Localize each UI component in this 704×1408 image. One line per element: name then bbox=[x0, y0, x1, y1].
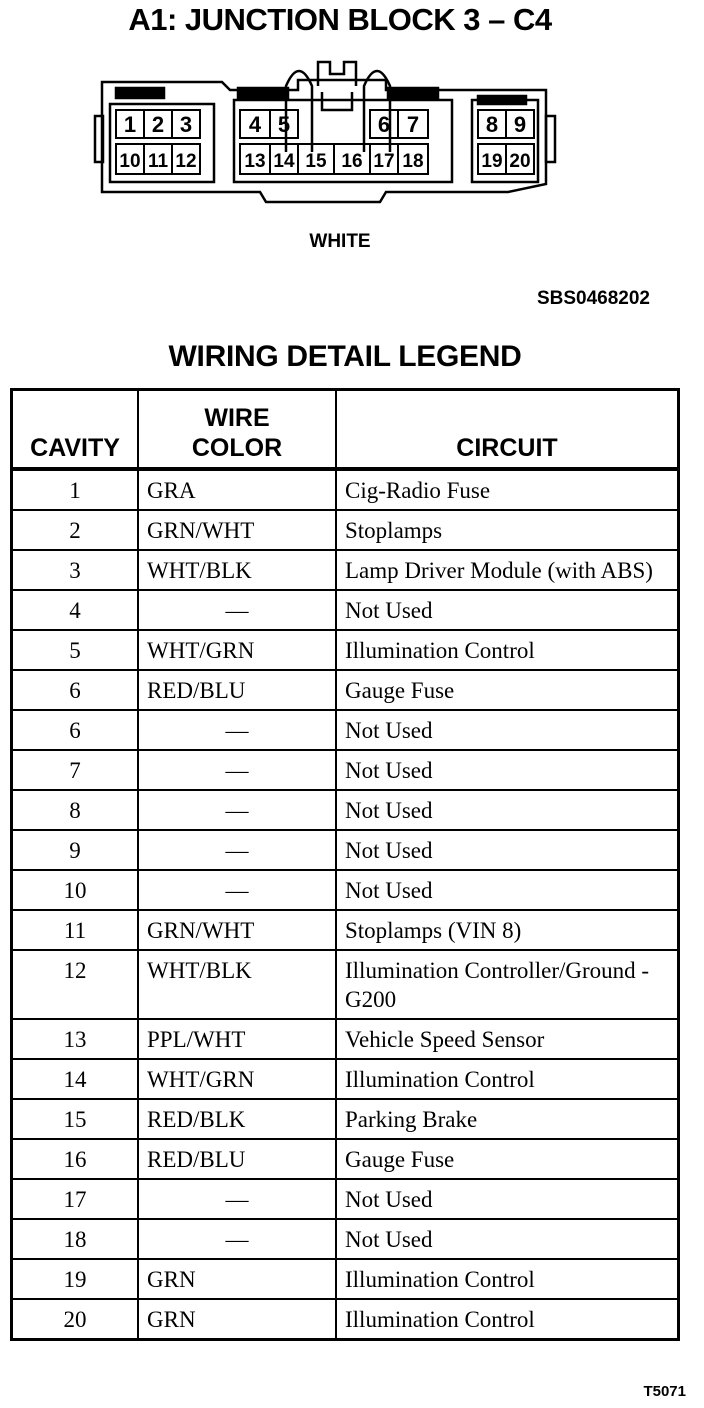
circuit-cell: Not Used bbox=[336, 870, 679, 910]
wire-color-cell: RED/BLU bbox=[138, 1139, 336, 1179]
cavity-cell: 2 bbox=[12, 510, 139, 550]
table-row bbox=[12, 790, 679, 830]
header-wire-color: WIRE COLOR bbox=[138, 390, 336, 470]
circuit-cell: Not Used bbox=[336, 1219, 679, 1259]
table-row bbox=[12, 469, 679, 510]
cavity-number: 11 bbox=[147, 151, 169, 172]
circuit-cell: Illumination Control bbox=[336, 630, 679, 670]
table-row bbox=[12, 630, 679, 670]
circuit-cell: Gauge Fuse bbox=[336, 1139, 679, 1179]
cavity-number: 1 bbox=[123, 112, 137, 137]
table-row bbox=[12, 1299, 679, 1340]
table-row bbox=[12, 750, 679, 790]
circuit-cell: Not Used bbox=[336, 750, 679, 790]
cavity-number: 6 bbox=[377, 112, 391, 137]
table-row bbox=[12, 550, 679, 590]
circuit-cell: Not Used bbox=[336, 830, 679, 870]
cavity-cell: 6 bbox=[12, 670, 139, 710]
wire-color-cell: — bbox=[138, 1179, 336, 1219]
cavity-number: 12 bbox=[175, 151, 197, 172]
wire-color-cell: — bbox=[138, 1219, 336, 1259]
figure-id: T5071 bbox=[643, 1383, 686, 1400]
cavity-number: 9 bbox=[513, 112, 527, 137]
page-title: A1: JUNCTION BLOCK 3 – C4 bbox=[128, 2, 552, 37]
circuit-cell: Gauge Fuse bbox=[336, 670, 679, 710]
table-row bbox=[12, 1019, 679, 1059]
circuit-cell: Stoplamps (VIN 8) bbox=[336, 910, 679, 950]
circuit-cell: Illumination Control bbox=[336, 1299, 679, 1340]
circuit-cell: Parking Brake bbox=[336, 1099, 679, 1139]
wire-color-cell: GRN bbox=[138, 1259, 336, 1299]
table-row bbox=[12, 1259, 679, 1299]
wire-color-cell: — bbox=[138, 590, 336, 630]
cavity-cell: 19 bbox=[12, 1259, 139, 1299]
wire-color-cell: — bbox=[138, 870, 336, 910]
cavity-number: 17 bbox=[373, 151, 395, 172]
cavity-cell: 3 bbox=[12, 550, 139, 590]
circuit-cell: Not Used bbox=[336, 710, 679, 750]
cavity-cell: 11 bbox=[12, 910, 139, 950]
circuit-cell: Lamp Driver Module (with ABS) bbox=[336, 550, 679, 590]
cavity-number: 20 bbox=[509, 151, 531, 172]
wire-color-cell: WHT/GRN bbox=[138, 630, 336, 670]
cavity-cell: 10 bbox=[12, 870, 139, 910]
table-row bbox=[12, 1099, 679, 1139]
cavity-cell: 13 bbox=[12, 1019, 139, 1059]
cavity-cell: 4 bbox=[12, 590, 139, 630]
cavity-number: 3 bbox=[179, 112, 193, 137]
wire-color-cell: GRA bbox=[138, 469, 336, 510]
cavity-cell: 12 bbox=[12, 950, 139, 1019]
wire-color-cell: PPL/WHT bbox=[138, 1019, 336, 1059]
cavity-number: 8 bbox=[485, 112, 499, 137]
cavity-cell: 18 bbox=[12, 1219, 139, 1259]
left-latch bbox=[95, 116, 103, 162]
circuit-cell: Not Used bbox=[336, 790, 679, 830]
cavity-number: 2 bbox=[151, 112, 165, 137]
wire-color-cell: — bbox=[138, 710, 336, 750]
cavity-number: 18 bbox=[402, 151, 424, 172]
table-row bbox=[12, 1179, 679, 1219]
cavity-number: 13 bbox=[244, 151, 266, 172]
wire-color-cell: WHT/GRN bbox=[138, 1059, 336, 1099]
table-row bbox=[12, 870, 679, 910]
cavity-number: 4 bbox=[248, 112, 262, 137]
wire-color-cell: WHT/BLK bbox=[138, 550, 336, 590]
connector-diagram bbox=[90, 52, 570, 214]
header-cavity: CAVITY bbox=[12, 390, 139, 470]
cavity-cell: 9 bbox=[12, 830, 139, 870]
cavity-cell: 5 bbox=[12, 630, 139, 670]
wiring-legend-table bbox=[10, 388, 680, 1341]
wire-color-cell: GRN/WHT bbox=[138, 910, 336, 950]
cavity-number: 10 bbox=[119, 151, 141, 172]
cavity-cell: 16 bbox=[12, 1139, 139, 1179]
cavity-number: 19 bbox=[481, 151, 503, 172]
cavity-cell: 1 bbox=[12, 469, 139, 510]
circuit-cell: Vehicle Speed Sensor bbox=[336, 1019, 679, 1059]
table-row bbox=[12, 590, 679, 630]
table-row bbox=[12, 710, 679, 750]
wire-color-cell: GRN bbox=[138, 1299, 336, 1340]
legend-header-row bbox=[12, 390, 679, 470]
wire-color-cell: — bbox=[138, 790, 336, 830]
cavity-cell: 20 bbox=[12, 1299, 139, 1340]
cavity-cell: 14 bbox=[12, 1059, 139, 1099]
cavity-number: 5 bbox=[277, 112, 291, 137]
header-circuit: CIRCUIT bbox=[336, 390, 679, 470]
right-latch bbox=[546, 116, 555, 162]
circuit-cell: Illumination Control bbox=[336, 1259, 679, 1299]
table-row bbox=[12, 1139, 679, 1179]
circuit-cell: Not Used bbox=[336, 590, 679, 630]
cavity-number: 15 bbox=[305, 151, 327, 172]
cavity-cell: 6 bbox=[12, 710, 139, 750]
table-row bbox=[12, 510, 679, 550]
wire-color-cell: — bbox=[138, 750, 336, 790]
table-row bbox=[12, 670, 679, 710]
circuit-cell: Illumination Controller/Ground - G200 bbox=[336, 950, 679, 1019]
circuit-cell: Illumination Control bbox=[336, 1059, 679, 1099]
cavity-number: 7 bbox=[406, 112, 420, 137]
wire-color-cell: RED/BLU bbox=[138, 670, 336, 710]
table-row bbox=[12, 910, 679, 950]
circuit-cell: Not Used bbox=[336, 1179, 679, 1219]
cavity-cell: 8 bbox=[12, 790, 139, 830]
circuit-cell: Cig-Radio Fuse bbox=[336, 469, 679, 510]
table-row bbox=[12, 1219, 679, 1259]
cavity-cell: 17 bbox=[12, 1179, 139, 1219]
wire-color-cell: WHT/BLK bbox=[138, 950, 336, 1019]
cavity-number: 14 bbox=[273, 151, 295, 172]
diagram-id: SBS0468202 bbox=[536, 288, 650, 309]
cavity-cell: 7 bbox=[12, 750, 139, 790]
circuit-cell: Stoplamps bbox=[336, 510, 679, 550]
table-row bbox=[12, 1059, 679, 1099]
wire-color-cell: GRN/WHT bbox=[138, 510, 336, 550]
table-row bbox=[12, 950, 679, 1019]
cavity-number: 16 bbox=[341, 151, 363, 172]
table-row bbox=[12, 830, 679, 870]
wire-color-cell: RED/BLK bbox=[138, 1099, 336, 1139]
cavity-cell: 15 bbox=[12, 1099, 139, 1139]
wire-color-cell: — bbox=[138, 830, 336, 870]
connector-color-label: WHITE bbox=[309, 231, 371, 252]
key-tab bbox=[318, 62, 356, 86]
legend-title: WIRING DETAIL LEGEND bbox=[168, 340, 522, 373]
